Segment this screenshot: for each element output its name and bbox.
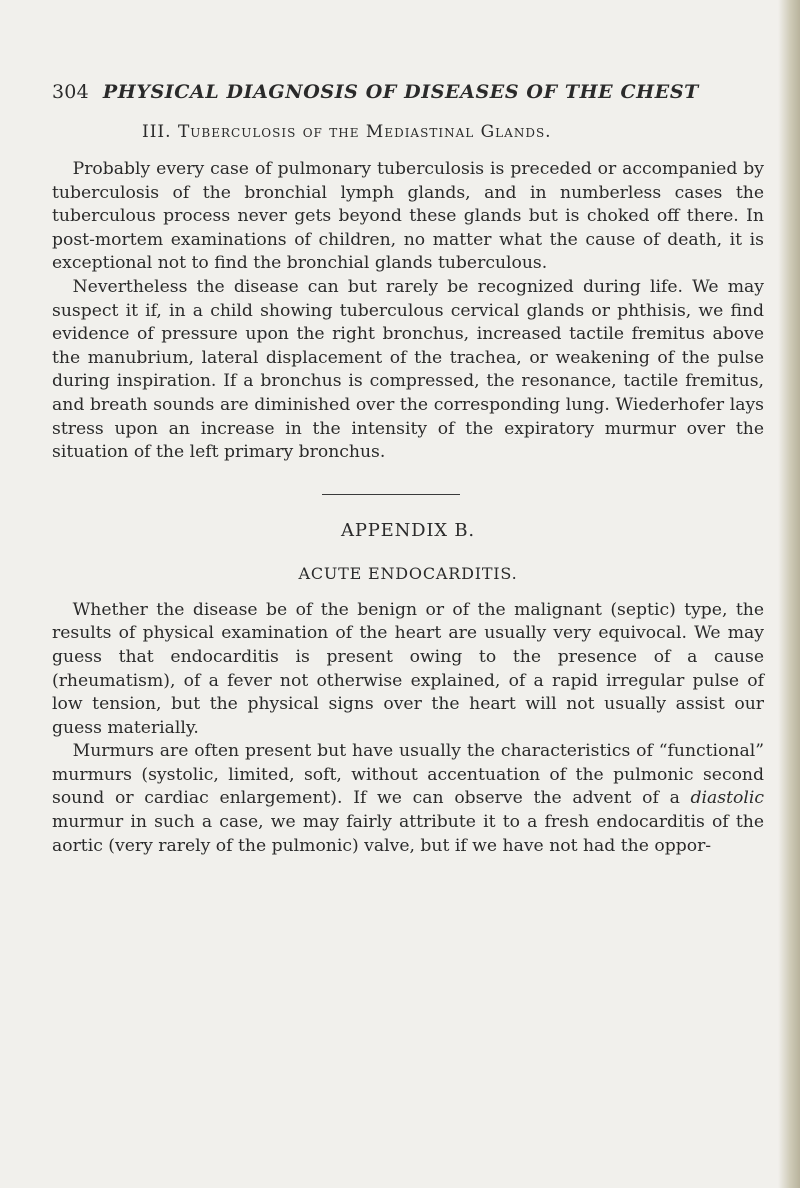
running-title: PHYSICAL DIAGNOSIS OF DISEASES OF THE CHEST: [102, 81, 699, 103]
page-number: 304: [52, 81, 89, 103]
section-heading: III. Tuberculosis of the Mediastinal Glands.: [142, 122, 552, 142]
appendix-title: APPENDIX B.: [341, 519, 475, 541]
paragraph: Nevertheless the disease can but rarely be recognized during life. We may suspect it if, in a child showing tuberculous cervical glands or phthisis, we find evidence of pressure upon the right bronchus, increased tactile fremitus above the manubrium, lateral displacement of the trachea, or weakening of the pulse during inspiration. If a bronchus is compressed, the resonance, tactile fremitus, and breath sounds are diminished over the corresponding lung. Wiederhofer lays stress upon an increase in the intensity of the expiratory murmur over the situation of the left primary bronchus.: [52, 276, 764, 463]
running-head: [52, 80, 764, 104]
paragraph-text: murmur in such a case, we may fairly attribute it to a fresh endocarditis of the aortic (very rarely of the pulmonic) valve, but if we have not had the oppor-: [52, 812, 764, 856]
page-edge-shadow: [778, 0, 800, 1188]
appendix-subtitle: ACUTE ENDOCARDITIS.: [298, 563, 518, 583]
section-divider: [322, 494, 460, 495]
paragraph-text: Murmurs are often present but have usually the characteristics of “functional” murmurs (systolic, limited, soft, without accentuation of the pulmonic second sound or cardiac enlargement). If we can observe the advent of a: [52, 741, 764, 809]
emphasis-text: diastolic: [690, 788, 764, 809]
paragraph: Whether the disease be of the benign or of the malignant (septic) type, the results of physical examination of the heart are usually very equivocal. We may guess that endocarditis is present owing to the presence of a cause (rheumatism), of a fever not otherwise explained, of a rapid irregular pulse of low tension, but the physical signs over the heart will not usually assist our guess materially.: [52, 599, 764, 738]
paragraph: [52, 740, 764, 858]
book-page: [52, 80, 764, 858]
paragraph: Probably every case of pulmonary tuberculosis is preceded or accompanied by tuberculosis of the bronchial lymph glands, and in numberless cases the tuberculous process never gets beyond these glands but is choked off there. In post-mortem examinations of children, no matter what the cause of death, it is exceptional not to find the bronchial glands tuberculous.: [52, 159, 764, 274]
